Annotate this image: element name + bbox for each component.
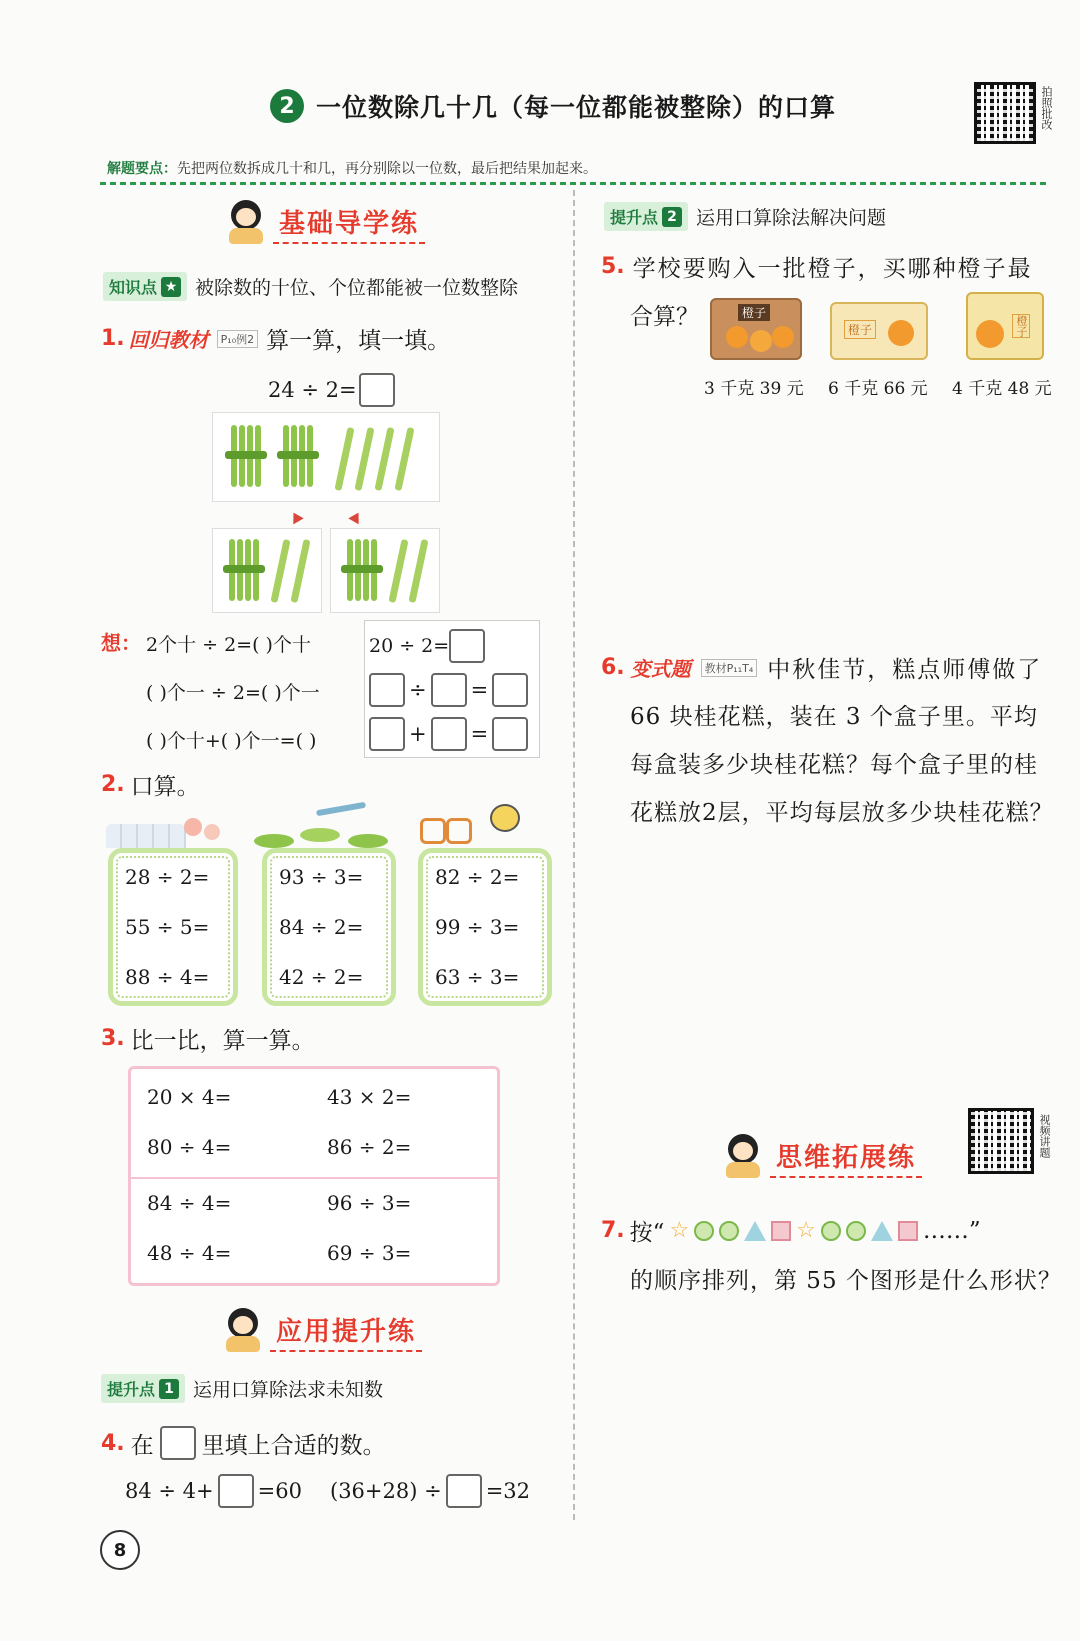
knowledge-point-tag: [103, 272, 518, 301]
textbook-ref: 教材P₁₁T₄: [701, 659, 758, 677]
q4-equation-1: 84 ÷ 4+ =60: [125, 1474, 302, 1508]
calc-item[interactable]: 55 ÷ 5=: [125, 915, 210, 939]
question-number: 3.: [101, 1026, 125, 1051]
calc-item[interactable]: 99 ÷ 3=: [435, 915, 520, 939]
mascot-icon: [225, 200, 265, 246]
lesson-title: [270, 88, 836, 124]
calc-item[interactable]: 42 ÷ 2=: [279, 965, 364, 989]
lesson-title-text: 一位数除几十几（每一位都能被整除）的口算: [316, 93, 837, 122]
triangle-shape-icon: [871, 1221, 893, 1241]
calc-item[interactable]: 96 ÷ 3=: [327, 1191, 412, 1215]
answer-box[interactable]: [369, 673, 405, 707]
question-text: 口算。: [130, 774, 200, 800]
star-shape-icon: ☆: [669, 1218, 690, 1243]
square-shape-icon: [771, 1221, 791, 1241]
circle-shape-icon: [821, 1221, 841, 1241]
oral-calc-card-3: [418, 848, 552, 1006]
variant-badge: 变式题: [630, 657, 691, 681]
orange-box-3-icon: 橙子: [966, 292, 1044, 360]
question-number: 5.: [601, 254, 625, 279]
section-title-basic: 基础导学练: [273, 203, 425, 244]
box-work-area: 20 ÷ 2= ÷ = + =: [364, 620, 540, 758]
oral-calc-card-1: [108, 848, 238, 1006]
calc-item[interactable]: 84 ÷ 4=: [147, 1191, 232, 1215]
answer-box[interactable]: [160, 1426, 196, 1460]
answer-box[interactable]: [431, 717, 467, 751]
sticks-panel-right: [330, 528, 440, 613]
question-number: 6.: [601, 655, 625, 680]
mascot-icon: [722, 1134, 762, 1180]
calc-item[interactable]: 63 ÷ 3=: [435, 965, 520, 989]
question-number: 4.: [101, 1430, 125, 1456]
column-divider: [573, 190, 575, 1520]
qr-label-top: 拍照批改: [1040, 86, 1053, 130]
lotus-dragonfly-decoration: [250, 806, 400, 850]
calc-item[interactable]: 48 ÷ 4=: [147, 1241, 232, 1265]
section-title-apply: 应用提升练: [270, 1311, 422, 1352]
compare-frame: [128, 1066, 500, 1286]
sticks-panel-top: [212, 412, 440, 502]
question-number: 7.: [601, 1218, 625, 1243]
qr-label-video: 视频讲题: [1038, 1114, 1051, 1158]
price-label-3: 4 千克 48 元: [952, 379, 1052, 399]
fence-flower-decoration: [106, 812, 226, 848]
question-6-header: 6. 变式题 教材P₁₁T₄ 中秋佳节，糕点师傅做了: [601, 655, 1043, 683]
textbook-ref: P₁₀例2: [217, 330, 258, 348]
question-number: 1.: [101, 326, 125, 351]
question-text: 比一比，算一算。: [130, 1028, 315, 1054]
single-stick: [388, 539, 408, 603]
price-label-1: 3 千克 39 元: [704, 379, 804, 399]
arrow-right-icon: [348, 510, 363, 525]
think-line-1[interactable]: 2个十 ÷ 2=( )个十: [146, 634, 311, 656]
answer-box[interactable]: [359, 373, 395, 407]
star-shape-icon: ☆: [796, 1218, 816, 1243]
question-3-header: [101, 1022, 315, 1055]
tip-text: 先把两位数拆成几十和几，再分别除以一位数，最后把结果加起来。: [177, 161, 597, 177]
lesson-number-badge: 2: [270, 89, 304, 123]
qr-code-top[interactable]: [974, 82, 1036, 144]
section-title-think: 思维拓展练: [770, 1137, 922, 1178]
question-5-line-1: 5. 学校要购入一批橙子，买哪种橙子最: [601, 254, 1033, 282]
answer-box[interactable]: [218, 1474, 254, 1508]
single-stick: [374, 427, 394, 491]
calc-item[interactable]: 28 ÷ 2=: [125, 865, 210, 889]
stick-bundle: [225, 539, 263, 601]
q6-line-4: 花糕放2层，平均每层放多少块桂花糕？: [630, 800, 1054, 826]
calc-item[interactable]: 84 ÷ 2=: [279, 915, 364, 939]
answer-box[interactable]: [449, 629, 485, 663]
honeycomb-bee-decoration: [416, 802, 536, 848]
stick-bundle: [279, 425, 317, 487]
answer-box[interactable]: [446, 1474, 482, 1508]
question-5-line-2: 合算？: [630, 304, 699, 330]
orange-box-1-icon: 橙子: [710, 298, 802, 360]
circle-shape-icon: [719, 1221, 739, 1241]
triangle-shape-icon: [744, 1221, 766, 1241]
think-line-2[interactable]: ( )个一 ÷ 2=( )个一: [146, 682, 320, 704]
qr-code-video[interactable]: [968, 1108, 1034, 1174]
question-number: 2.: [101, 772, 125, 797]
question-2-header: [101, 768, 200, 801]
q4-equation-2: (36+28) ÷ =32: [330, 1474, 530, 1508]
section-banner-think: [722, 1134, 922, 1180]
answer-box[interactable]: [369, 717, 405, 751]
section-banner-apply: [222, 1308, 422, 1354]
price-label-2: 6 千克 66 元: [828, 379, 928, 399]
circle-shape-icon: [846, 1221, 866, 1241]
star-icon: ★: [161, 277, 181, 297]
mascot-icon: [222, 1308, 262, 1354]
question-text: 算一算，填一填。: [266, 328, 451, 354]
section-banner-basic: [225, 200, 425, 246]
single-stick: [334, 427, 354, 491]
tip-label: 解题要点：: [107, 161, 177, 177]
orange-box-2-icon: 橙子: [830, 302, 928, 360]
stick-bundle: [343, 539, 381, 601]
arrow-left-icon: [288, 510, 303, 525]
answer-box[interactable]: [492, 717, 528, 751]
calc-item[interactable]: 80 ÷ 4=: [147, 1135, 232, 1159]
oral-calc-card-2: [262, 848, 396, 1006]
knowledge-tag-box: 知识点 ★: [103, 272, 187, 301]
square-shape-icon: [898, 1221, 918, 1241]
think-line-3[interactable]: ( )个十+( )个一=( ): [146, 730, 317, 752]
header-divider: [100, 182, 1050, 185]
q1-equation: 24 ÷ 2=: [268, 373, 395, 407]
calc-item[interactable]: 82 ÷ 2=: [435, 865, 520, 889]
improve-point-tag-2: 提升点 2 运用口算除法解决问题: [604, 202, 886, 231]
q6-line-2: 66 块桂花糕，装在 3 个盒子里。平均: [630, 704, 1038, 730]
knowledge-text: 被除数的十位、个位都能被一位数整除: [195, 277, 519, 299]
single-stick: [354, 427, 374, 491]
think-label: 想：: [101, 631, 141, 655]
textbook-badge: 回归教材: [128, 328, 209, 352]
question-4-header: 4. 在 里填上合适的数。: [101, 1426, 386, 1460]
sticks-panel-left: [212, 528, 322, 613]
tip-line: [107, 158, 597, 178]
improve-point-tag-1: 提升点 1 运用口算除法求未知数: [101, 1374, 383, 1403]
calc-item[interactable]: 20 × 4=: [147, 1085, 232, 1109]
single-stick: [408, 539, 428, 603]
q7-line-2: 的顺序排列，第 55 个图形是什么形状？: [630, 1268, 1062, 1294]
page-number: 8: [100, 1530, 140, 1570]
answer-box[interactable]: [431, 673, 467, 707]
single-stick: [270, 539, 290, 603]
answer-box[interactable]: [492, 673, 528, 707]
frame-divider: [131, 1177, 497, 1179]
single-stick: [394, 427, 414, 491]
calc-item[interactable]: 69 ÷ 3=: [327, 1241, 412, 1265]
stick-bundle: [227, 425, 265, 487]
q6-line-3: 每盒装多少块桂花糕？每个盒子里的桂: [630, 752, 1038, 778]
calc-item[interactable]: 93 ÷ 3=: [279, 865, 364, 889]
question-1-header: [101, 322, 450, 355]
question-7-line-1: 7. 按“ ☆ ☆ ……”: [601, 1217, 981, 1246]
calc-item[interactable]: 88 ÷ 4=: [125, 965, 210, 989]
single-stick: [290, 539, 310, 603]
calc-item[interactable]: 43 × 2=: [327, 1085, 412, 1109]
calc-item[interactable]: 86 ÷ 2=: [327, 1135, 412, 1159]
circle-shape-icon: [694, 1221, 714, 1241]
